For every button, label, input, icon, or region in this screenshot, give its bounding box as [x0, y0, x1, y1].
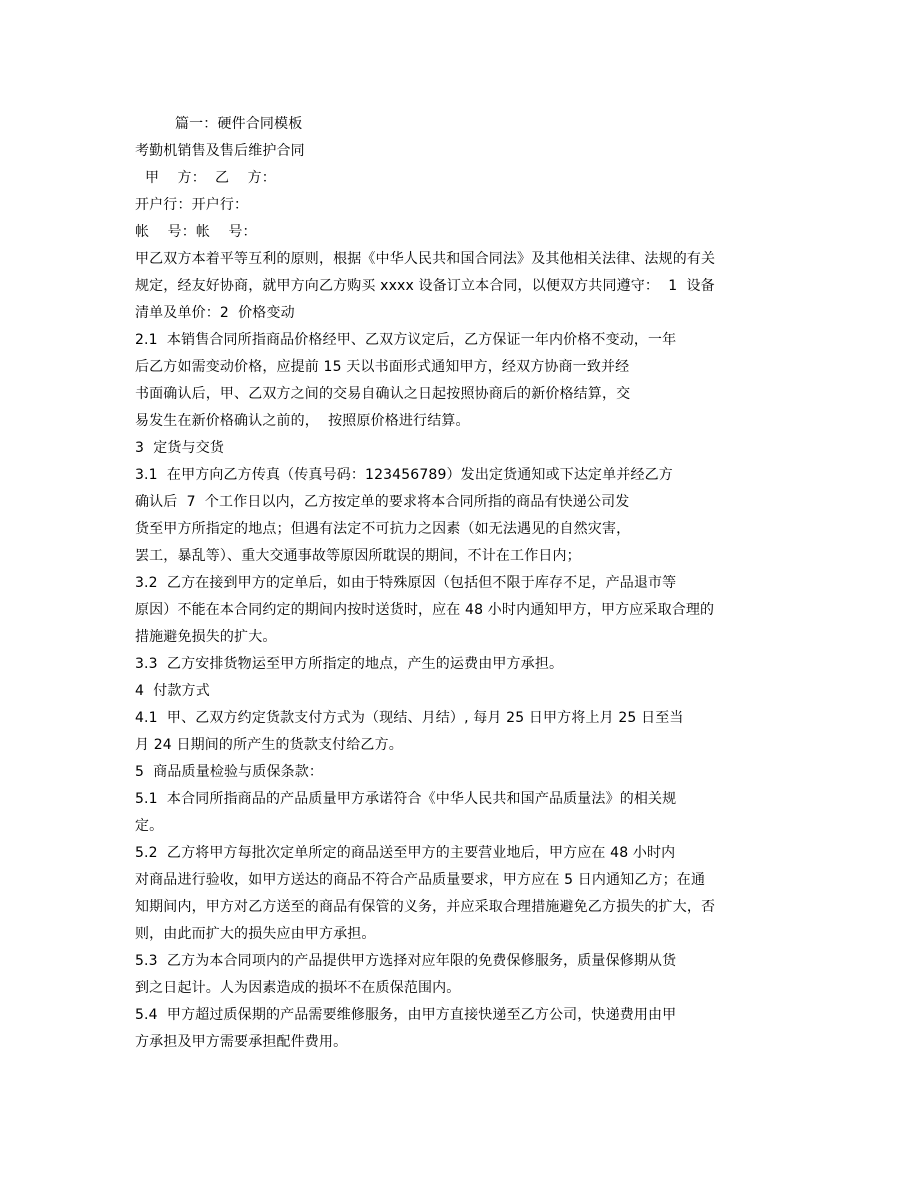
contract-title: 考勤机销售及售后维护合同: [135, 143, 305, 159]
clause-5-4-line: 5.4 甲方超过质保期的产品需要维修服务，由甲方直接快递至乙方公司，快递费用由甲: [135, 1007, 677, 1023]
clause-5-1-line: 5.1 本合同所指商品的产品质量甲方承诺符合《中华人民共和国产品质量法》的相关规: [135, 791, 677, 807]
document-heading: 篇一：硬件合同模板: [175, 116, 303, 132]
bank-line: 开户行：开户行：: [135, 197, 249, 213]
clause-5-4-line: 方承担及甲方需要承担配件费用。: [135, 1034, 348, 1050]
paragraph-line: 清单及单价：2 价格变动: [135, 305, 295, 321]
paragraph-line: 规定，经友好协商，就甲方向乙方购买 xxxx 设备订立本合同，以便双方共同遵守： 1 设备: [135, 278, 715, 294]
clause-5-2-line: 5.2 乙方将甲方每批次定单所定的商品送至甲方的主要营业地后，甲方应在 48 小时内: [135, 845, 676, 861]
clause-5-2-line: 则，由此而扩大的损失应由甲方承担。: [135, 926, 376, 942]
clause-2-1-line: 易发生在新价格确认之前的， 按照原价格进行结算。: [135, 413, 470, 429]
clause-4-1-line: 4.1 甲、乙双方约定货款支付方式为（现结、月结）, 每月 25 日甲方将上月 25 日至当: [135, 710, 684, 726]
clause-3-1-line: 货至甲方所指定的地点；但遇有法定不可抗力之因素（如无法遇见的自然灾害，: [135, 521, 631, 537]
clause-3-1-line: 罢工，暴乱等）、重大交通事故等原因所耽误的期间，不计在工作日内；: [135, 548, 581, 564]
clause-2-1-line: 2.1 本销售合同所指商品价格经甲、乙双方议定后，乙方保证一年内价格不变动，一年: [135, 332, 677, 348]
section-heading: 4 付款方式: [135, 683, 210, 699]
section-heading: 5 商品质量检验与质保条款：: [135, 764, 324, 780]
clause-3-2-line: 原因）不能在本合同约定的期间内按时送货时，应在 48 小时内通知甲方，甲方应采取合理的: [135, 602, 715, 618]
clause-3-2-line: 措施避免损失的扩大。: [135, 629, 277, 645]
account-line: 帐 号：帐 号：: [135, 224, 257, 240]
clause-2-1-line: 后乙方如需变动价格，应提前 15 天以书面形式通知甲方，经双方协商一致并经: [135, 359, 630, 375]
clause-5-2-line: 对商品进行验收，如甲方送达的商品不符合产品质量要求，甲方应在 5 日内通知乙方；在通: [135, 872, 706, 888]
clause-3-3-line: 3.3 乙方安排货物运至甲方所指定的地点，产生的运费由甲方承担。: [135, 656, 564, 672]
clause-3-2-line: 3.2 乙方在接到甲方的定单后，如由于特殊原因（包括但不限于库存不足，产品退市等: [135, 575, 677, 591]
clause-5-3-line: 到之日起计。人为因素造成的损坏不在质保范围内。: [135, 980, 461, 996]
clause-5-1-line: 定。: [135, 818, 164, 834]
clause-5-3-line: 5.3 乙方为本合同项内的产品提供甲方选择对应年限的免费保修服务，质量保修期从货: [135, 953, 677, 969]
clause-3-1-line: 确认后 7 个工作日以内，乙方按定单的要求将本合同所指的商品有快递公司发: [135, 494, 630, 510]
clause-5-2-line: 知期间内，甲方对乙方送至的商品有保管的义务，并应采取合理措施避免乙方损失的扩大，否: [135, 899, 716, 915]
clause-3-1-line: 3.1 在甲方向乙方传真（传真号码：123456789）发出定货通知或下达定单并经乙方: [135, 467, 673, 483]
paragraph-line: 甲乙双方本着平等互利的原则，根据《中华人民共和国合同法》及其他相关法律、法规的有关: [135, 251, 716, 267]
party-names-line: 甲 方： 乙 方：: [145, 170, 276, 186]
clause-4-1-line: 月 24 日期间的所产生的货款支付给乙方。: [135, 737, 403, 753]
section-heading: 3 定货与交货: [135, 440, 225, 456]
clause-2-1-line: 书面确认后，甲、乙双方之间的交易自确认之日起按照协商后的新价格结算，交: [135, 386, 631, 402]
